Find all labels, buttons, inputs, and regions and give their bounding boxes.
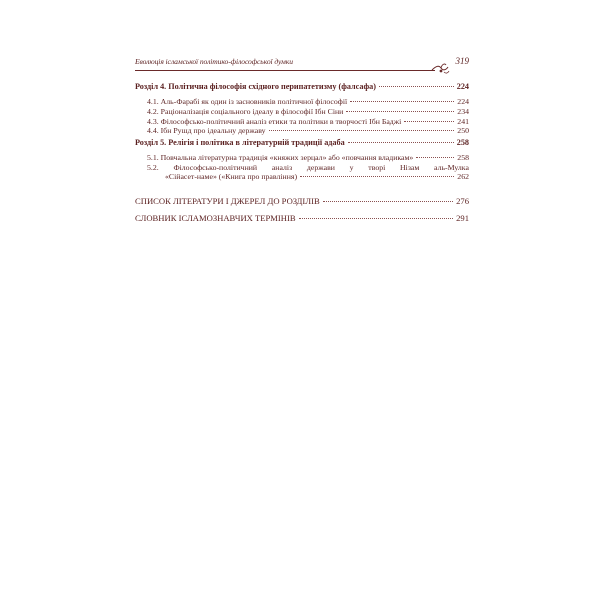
dot-leader: [269, 130, 455, 131]
toc-entry-5-2-word: аналіз: [271, 163, 293, 172]
toc-entry-page: 234: [457, 107, 469, 116]
toc-entry-5-2-word: творі: [368, 163, 386, 172]
toc-bibliography: [135, 196, 469, 208]
toc-entry-label: «Сійасет-наме» («Книга про правління): [165, 172, 298, 181]
toc-chapter-5-title: Розділ 5. Релігія і політика в літературній традиції адаба: [135, 138, 345, 147]
toc-entry-label: 4.3. Філософсько-політичний аналіз етики та політики в творчості Ібн Баджі: [147, 117, 402, 126]
toc-entry-page: 241: [457, 117, 469, 126]
toc-chapter-4-page: 224: [456, 82, 469, 91]
dot-leader: [379, 86, 454, 87]
toc-entry-label: 5.1. Повчальна літературна традиція «княжих зерцал» або «повчання владикам»: [147, 153, 414, 162]
toc-entry-page: 250: [457, 126, 469, 135]
toc-entry-page: 262: [457, 172, 469, 181]
toc-chapter-4-title: Розділ 4. Політична філософія східного перипатетизму (фалсафа): [135, 82, 376, 91]
toc-entry-5-2-word: Філософсько-політичний: [173, 163, 258, 172]
toc-glossary: [135, 213, 469, 225]
toc-entry-4-4: [135, 126, 469, 138]
running-header-page-number: 319: [455, 56, 469, 66]
dot-leader: [350, 101, 454, 102]
toc-entry-label: 4.4. Ібн Рушд про ідеальну державу: [147, 126, 266, 135]
toc-entry-5-2-line2: [135, 172, 469, 184]
dot-leader: [404, 121, 454, 122]
toc-entry-5-2-word: у: [349, 163, 354, 172]
dot-leader: [348, 142, 454, 143]
toc-bibliography-label: СПИСОК ЛІТЕРАТУРИ І ДЖЕРЕЛ ДО РОЗДІЛІВ: [135, 196, 320, 206]
toc-glossary-label: СЛОВНИК ІСЛАМОЗНАВЧИХ ТЕРМІНІВ: [135, 213, 296, 223]
toc-entry-label: 4.2. Раціоналізація соціального ідеалу в філософії Ібн Сіни: [147, 107, 344, 116]
dot-leader: [300, 176, 454, 177]
dot-leader: [323, 201, 453, 202]
toc-entry-5-2-line1: [147, 163, 469, 172]
toc-entry-5-2-words: [147, 163, 469, 172]
toc-entry-5-2-word: 5.2.: [147, 163, 159, 172]
toc-entry-page: 224: [457, 97, 469, 106]
toc-chapter-5: [135, 138, 469, 150]
toc-entry-5-2-word: Нізам: [400, 163, 420, 172]
dot-leader: [416, 157, 454, 158]
toc-chapter-5-page: 258: [456, 138, 469, 147]
toc-entry-5-2-word: аль-Мулка: [434, 163, 469, 172]
toc-entry-page: 258: [457, 153, 469, 162]
dot-leader: [346, 111, 454, 112]
running-header: [135, 57, 469, 71]
running-header-title: Еволюція ісламської політико-філософської думки: [135, 57, 293, 66]
ornament-icon: [431, 62, 451, 76]
toc-glossary-page: 291: [456, 213, 469, 223]
toc-chapter-4: [135, 82, 469, 94]
header-rule: [135, 70, 435, 71]
toc-entry-label: 4.1. Аль-Фарабі як один із засновників політичної філософії: [147, 97, 348, 106]
toc-bibliography-page: 276: [456, 196, 469, 206]
dot-leader: [299, 218, 454, 219]
toc-entry-5-2-word: держави: [306, 163, 335, 172]
